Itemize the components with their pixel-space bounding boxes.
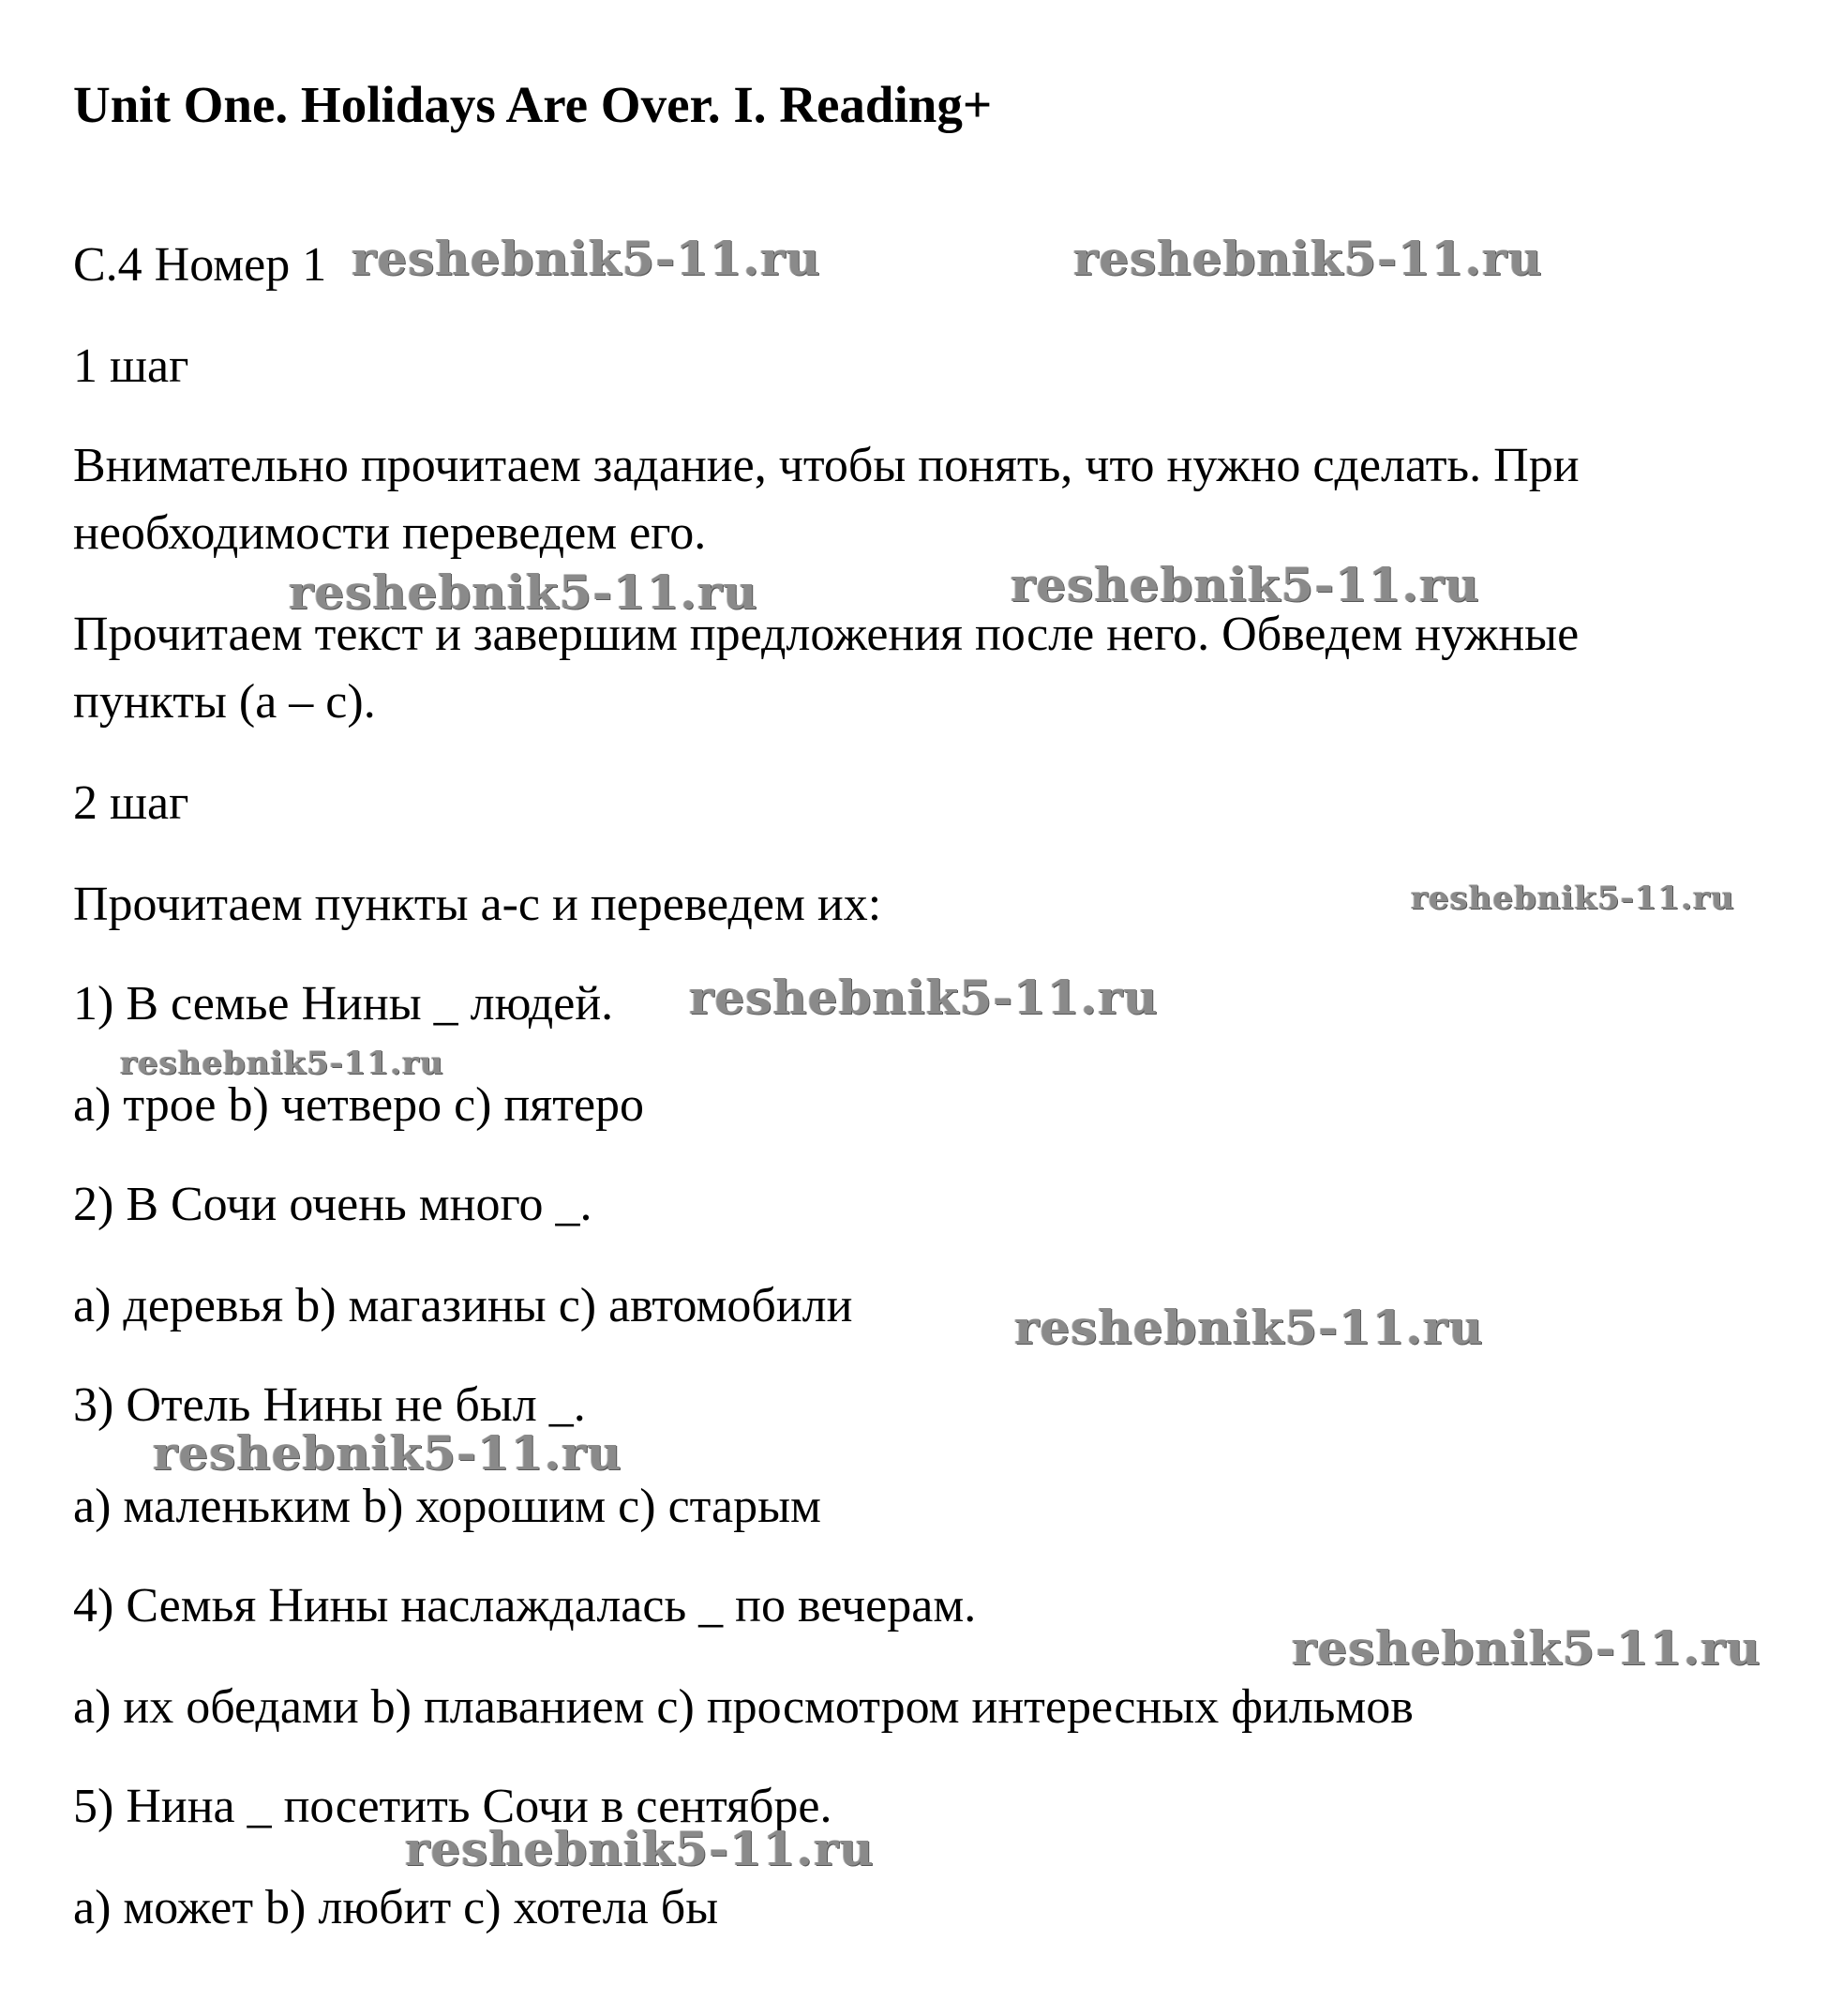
item-4-question: 4) Семья Нины наслаждалась _ по вечерам. (73, 1579, 977, 1632)
watermark: reshebnik5-11.ru (289, 564, 758, 620)
item-4-options: a) их обедами b) плаванием c) просмотром интересных фильмов (73, 1680, 1414, 1734)
watermark: reshebnik5-11.ru (1073, 231, 1543, 286)
step-1-label: 1 шаг (73, 339, 189, 393)
step-2-intro: Прочитаем пункты a-c и переведем их: (73, 878, 882, 931)
watermark: reshebnik5-11.ru (352, 231, 821, 286)
item-3-options: a) маленьким b) хорошим c) старым (73, 1480, 821, 1533)
item-5-question: 5) Нина _ посетить Сочи в сентябре. (73, 1780, 832, 1833)
watermark: reshebnik5-11.ru (405, 1821, 875, 1876)
watermark: reshebnik5-11.ru (1292, 1620, 1761, 1676)
step-2-label: 2 шаг (73, 776, 189, 830)
step-1-paragraph-2-line-2: пункты (a – c). (73, 675, 376, 729)
watermark: reshebnik5-11.ru (1011, 557, 1480, 612)
item-2-question: 2) В Сочи очень много _. (73, 1178, 592, 1231)
item-3-question: 3) Отель Нины не был _. (73, 1378, 586, 1432)
watermark: reshebnik5-11.ru (120, 1045, 444, 1082)
step-1-paragraph-1-line-1: Внимательно прочитаем задание, чтобы понять, что нужно сделать. При (73, 439, 1580, 492)
step-1-paragraph-1-line-2: необходимости переведем его. (73, 506, 707, 560)
document-title: Unit One. Holidays Are Over. I. Reading+ (73, 76, 993, 133)
item-5-options: a) может b) любит c) хотела бы (73, 1881, 719, 1934)
watermark: reshebnik5-11.ru (153, 1425, 622, 1481)
item-1-options: a) трое b) четверо c) пятеро (73, 1078, 645, 1132)
watermark: reshebnik5-11.ru (1014, 1300, 1484, 1355)
step-1-paragraph-2-line-1: Прочитаем текст и завершим предложения после него. Обведем нужные (73, 608, 1580, 661)
watermark: reshebnik5-11.ru (689, 970, 1159, 1025)
task-header: C.4 Номер 1 (73, 238, 327, 292)
watermark: reshebnik5-11.ru (1411, 880, 1735, 917)
item-1-question: 1) В семье Нины _ людей. (73, 977, 614, 1031)
item-2-options: a) деревья b) магазины c) автомобили (73, 1279, 853, 1332)
